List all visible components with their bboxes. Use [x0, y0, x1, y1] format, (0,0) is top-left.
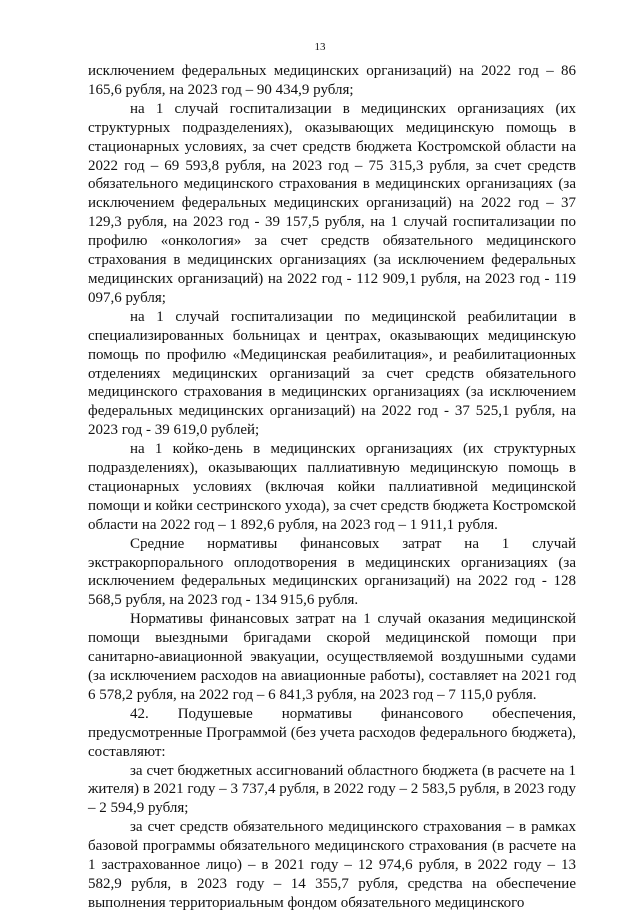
paragraph-regional-budget-per-capita: за счет бюджетных ассигнований областного бюджета (в расчете на 1 жителя) в 2021 году – 3 737,4 рубля, в 2022 году – 2 583,5 рубля, в 2023 году – 2 594,9 рубля;	[88, 762, 576, 817]
paragraph-palliative-bed-day-cost: на 1 койко-день в медицинских организациях (их структурных подразделениях), оказывающих паллиативную медицинскую помощь в стационарных условиях (включая койки паллиативной медицинской помощи и койки сестринского ухода), за счет средств бюджета Костромской области на 2022 год – 1 892,6 рубля, на 2023 год – 1 911,1 рубля.	[88, 441, 576, 533]
paragraph-hospitalization-cost: на 1 случай госпитализации в медицинских организациях (их структурных подразделениях), оказывающих медицинскую помощь в стационарных условиях, за счет средств бюджета Костромской области на 2022 год – 69 593,8 рубля, на 2023 год – 75 315,3 рубля, за счет средств обязательного медицинского страхования в медицинских организациях (за исключением федеральных медицинских организаций) на 2022 год – 37 129,3 рубля, на 2023 год - 39 157,5 рубля, на 1 случай госпитализации по профилю «онкология» за счет средств обязательного медицинского страхования в медицинских организациях (за исключением федеральных медицинских организаций) на 2022 год - 112 909,1 рубля, на 2023 год - 119 097,6 рубля;	[88, 100, 576, 306]
paragraph-continuation: исключением федеральных медицинских организаций) на 2022 год – 86 165,6 рубля, на 2023 год – 90 434,9 рубля;	[88, 63, 576, 98]
paragraph-section-42: 42. Подушевые нормативы финансового обеспечения, предусмотренные Программой (без учета расходов федерального бюджета), составляют:	[88, 705, 576, 760]
paragraph-ivf-cost: Средние нормативы финансовых затрат на 1 случай экстракорпорального оплодотворения в медицинских организациях (за исключением федеральных медицинских организаций) на 2022 год - 128 568,5 рубля, на 2023 год - 134 915,6 рубля.	[88, 535, 576, 609]
paragraph-oms-per-insured: за счет средств обязательного медицинского страхования – в рамках базовой программы обязательного медицинского страхования (в расчете на 1 застрахованное лицо) – в 2021 году – 12 974,6 рубля, в 2022 году – 13 582,9 рубля, в 2023 году – 14 355,7 рубля, средства на обеспечение выполнения территориальным фондом обязательного медицинского	[88, 819, 576, 911]
document-body	[88, 62, 576, 913]
paragraph-air-ambulance-cost: Нормативы финансовых затрат на 1 случай оказания медицинской помощи выездными бригадами скорой медицинской помощи при санитарно-авиационной эвакуации, осуществляемой воздушными судами (за исключением расходов на авиационные работы), составляет на 2021 год 6 578,2 рубля, на 2022 год – 6 841,3 рубля, на 2023 год – 7 115,0 рубля.	[88, 611, 576, 703]
paragraph-rehabilitation-cost: на 1 случай госпитализации по медицинской реабилитации в специализированных больницах и центрах, оказывающих медицинскую помощь по профилю «Медицинская реабилитация», и реабилитационных отделениях медицинских организаций за счет средств обязательного медицинского страхования в медицинских организациях (за исключением федеральных медицинских организаций) на 2022 год - 37 525,1 рубля, на 2023 год - 39 619,0 рублей;	[88, 308, 576, 439]
page-number: 13	[314, 41, 326, 53]
